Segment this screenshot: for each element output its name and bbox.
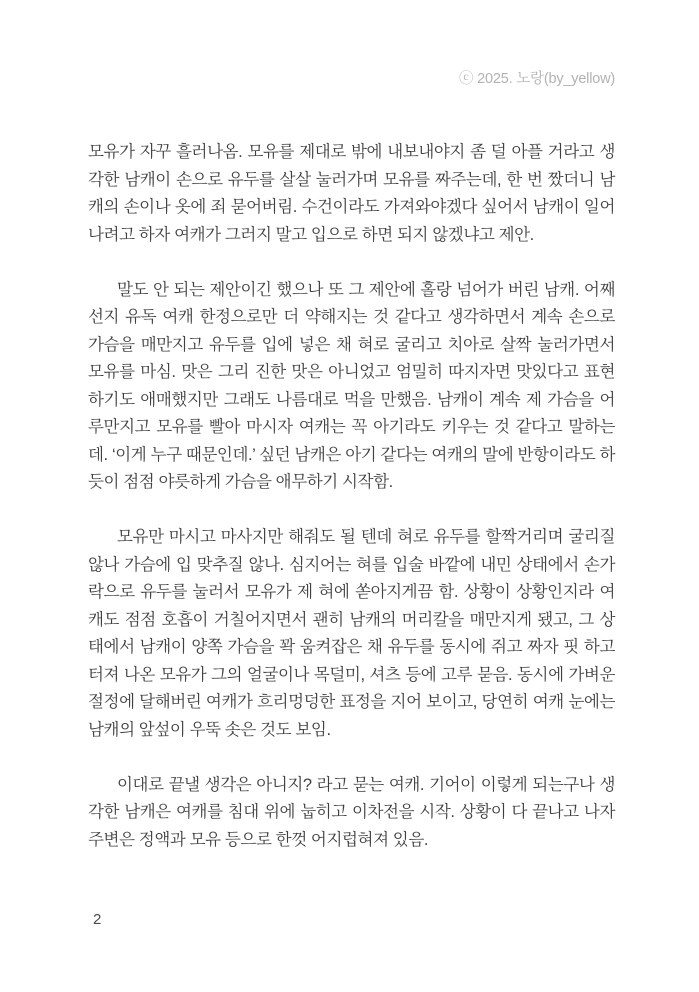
paragraph: 모유만 마시고 마사지만 해줘도 될 텐데 혀로 유두를 할짝거리며 굴리질 않나 가슴에 입 맞추질 않나. 심지어는 혀를 입술 바깥에 내민 상태에서 손가락으로 유두를 눌러서 모유가 제 혀에 쏟아지게끔 함. 상황이 상황인지라 여캐도 점점 호흡이 거칠어지면서 괜히 남캐의 머리칼을 매만지게 됐고, 그 상태에서 남캐이 양쪽 가슴을 꽉 움켜잡은 채 유두를 동시에 쥐고 짜자 핏 하고 터져 나온 모유가 그의 얼굴이나 목덜미, 셔츠 등에 고루 묻음. 동시에 가벼운 절정에 달해버린 여캐가 흐리멍덩한 표정을 지어 보이고, 당연히 여캐 눈에는 남캐의 앞섶이 우뚝 솟은 것도 보임. [88,528,615,739]
copyright-notice: ⓒ 2025. 노랑(by_yellow) [459,71,615,87]
paragraph: 이대로 끝낼 생각은 아니지? 라고 묻는 여캐. 기어이 이렇게 되는구나 생각한 남캐은 여캐를 침대 위에 눕히고 이차전을 시작. 상황이 다 끝나고 나자 주변은 정액과 모유 등으로 한껏 어지럽혀져 있음. [88,775,615,849]
paragraph: 말도 안 되는 제안이긴 했으나 또 그 제안에 홀랑 넘어가 버린 남캐. 어째선지 유독 여캐 한정으로만 더 약해지는 것 같다고 생각하면서 계속 손으로 가슴을 매만지고 유두를 입에 넣은 채 혀로 굴리고 치아로 살짝 눌러가면서 모유를 마심. 맛은 그리 진한 맛은 아니었고 엄밀히 따지자면 맛있다고 표현하기도 애매했지만 그래도 나름대로 먹을 만했음. 남캐이 계속 제 가슴을 어루만지고 모유를 빨아 마시자 여캐는 꼭 아기라도 키우는 것 같다고 말하는데. ‘이게 누구 때문인데.’ 싶던 남캐은 아기 같다는 여캐의 말에 반항이라도 하듯이 점점 야릇하게 가슴을 애무하기 시작함. [88,280,615,491]
paragraph: 모유가 자꾸 흘러나옴. 모유를 제대로 밖에 내보내야지 좀 덜 아플 거라고 생각한 남캐이 손으로 유두를 살살 눌러가며 모유를 짜주는데, 한 번 짰더니 남캐의 손이나 옷에 죄 묻어버림. 수건이라도 가져와야겠다 싶어서 남캐이 일어나려고 하자 여캐가 그러지 말고 입으로 하면 되지 않겠냐고 제안. [88,143,615,244]
page-number: 2 [93,911,102,928]
page-body [88,139,615,882]
